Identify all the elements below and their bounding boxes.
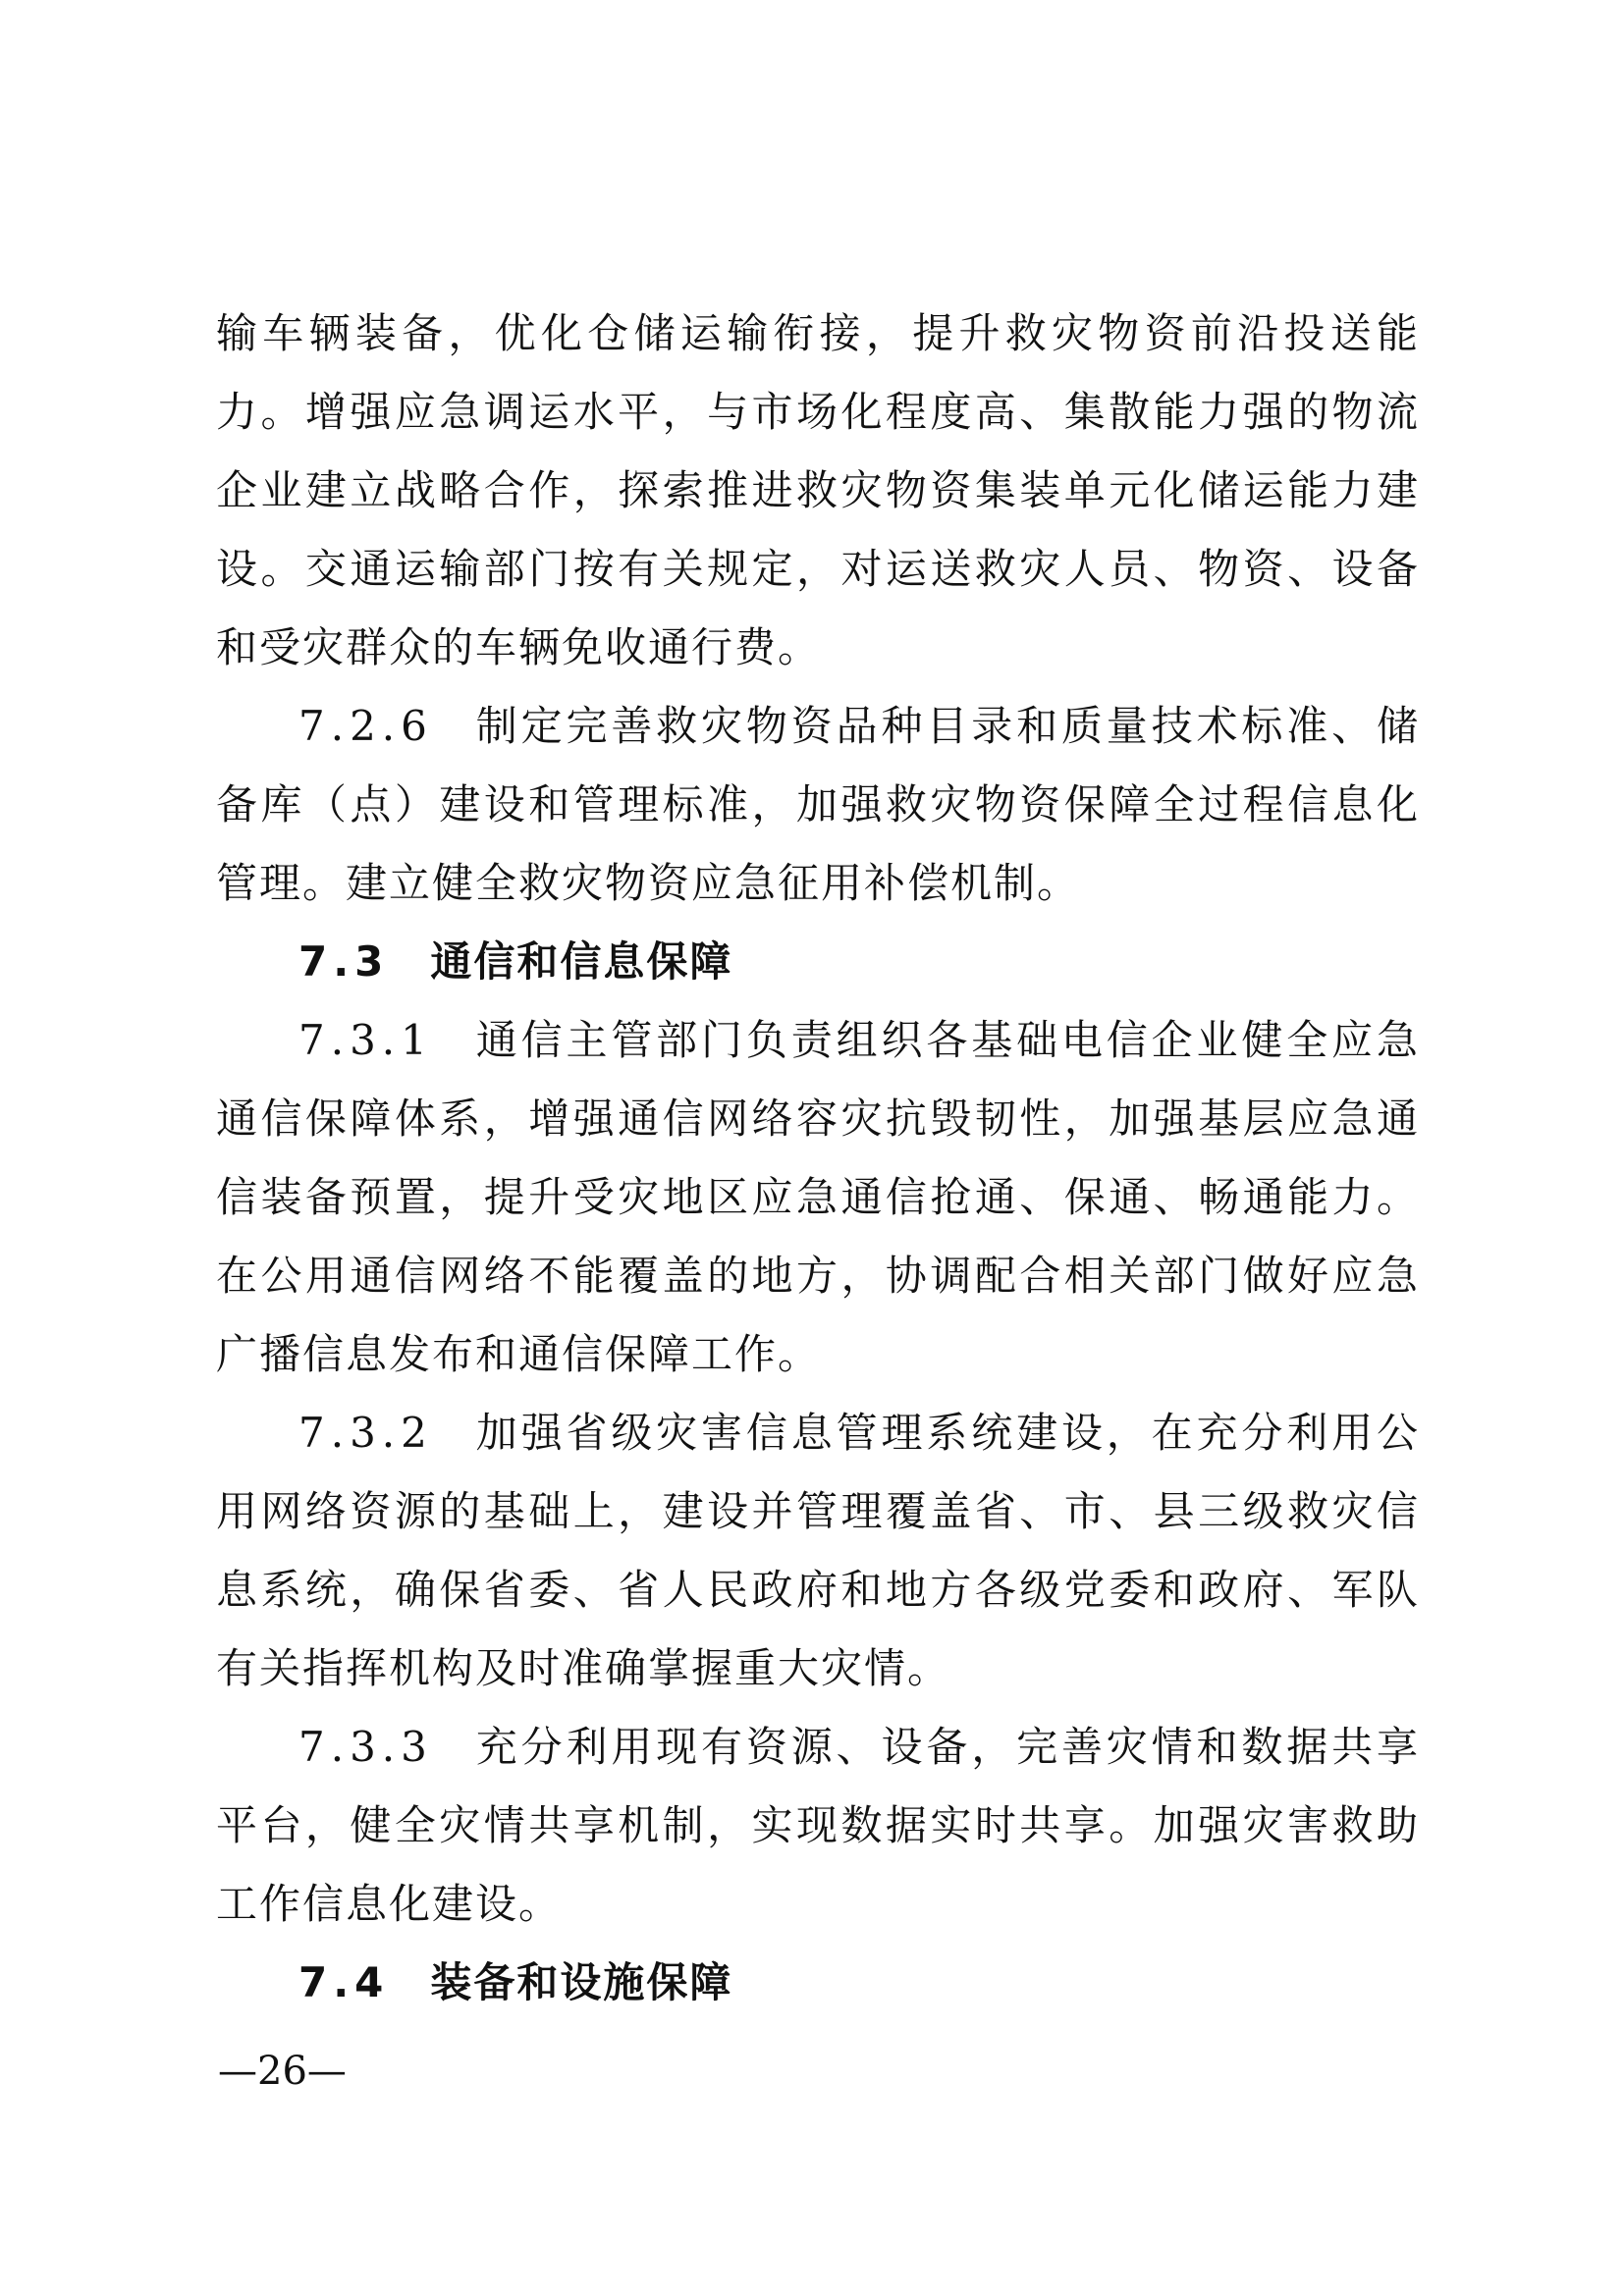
paragraph-continuation bbox=[216, 294, 1420, 687]
clause-text: 制定完善救灾物资品种目录和质量技术标准、储备库（点）建设和管理标准，加强救灾物资保障全过程信息化管理。建立健全救灾物资应急征用补偿机制。 bbox=[216, 702, 1420, 907]
clause-7-3-1 bbox=[216, 1001, 1420, 1394]
clause-7-3-2 bbox=[216, 1394, 1420, 1708]
clause-number: 7.3.1 bbox=[298, 1016, 433, 1064]
clause-number: 7.3.2 bbox=[298, 1409, 433, 1457]
page-number: —26— bbox=[218, 2049, 347, 2094]
clause-number: 7.3.3 bbox=[298, 1723, 433, 1771]
clause-text: 充分利用现有资源、设备，完善灾情和数据共享平台，健全灾情共享机制，实现数据实时共享。加强灾害救助工作信息化建设。 bbox=[216, 1723, 1420, 1928]
clause-7-3-3 bbox=[216, 1708, 1420, 1944]
section-title: 装备和设施保障 bbox=[430, 1958, 733, 2006]
section-heading-7-4 bbox=[216, 1944, 1420, 2022]
section-number: 7.3 bbox=[298, 937, 390, 986]
document-body bbox=[216, 294, 1420, 2022]
clause-text: 通信主管部门负责组织各基础电信企业健全应急通信保障体系，增强通信网络容灾抗毁韧性，加强基层应急通信装备预置，提升受灾地区应急通信抢通、保通、畅通能力。在公用通信网络不能覆盖的地方，协调配合相关部门做好应急广播信息发布和通信保障工作。 bbox=[216, 1016, 1420, 1378]
clause-text: 加强省级灾害信息管理系统建设，在充分利用公用网络资源的基础上，建设并管理覆盖省、市、县三级救灾信息系统，确保省委、省人民政府和地方各级党委和政府、军队有关指挥机构及时准确掌握重大灾情。 bbox=[216, 1409, 1420, 1692]
paragraph-text: 输车辆装备，优化仓储运输衔接，提升救灾物资前沿投送能力。增强应急调运水平，与市场化程度高、集散能力强的物流企业建立战略合作，探索推进救灾物资集装单元化储运能力建设。交通运输部门按有关规定，对运送救灾人员、物资、设备和受灾群众的车辆免收通行费。 bbox=[216, 309, 1420, 671]
section-title: 通信和信息保障 bbox=[430, 937, 733, 986]
section-number: 7.4 bbox=[298, 1958, 390, 2006]
clause-number: 7.2.6 bbox=[298, 702, 433, 750]
clause-7-2-6 bbox=[216, 687, 1420, 923]
section-heading-7-3 bbox=[216, 923, 1420, 1001]
